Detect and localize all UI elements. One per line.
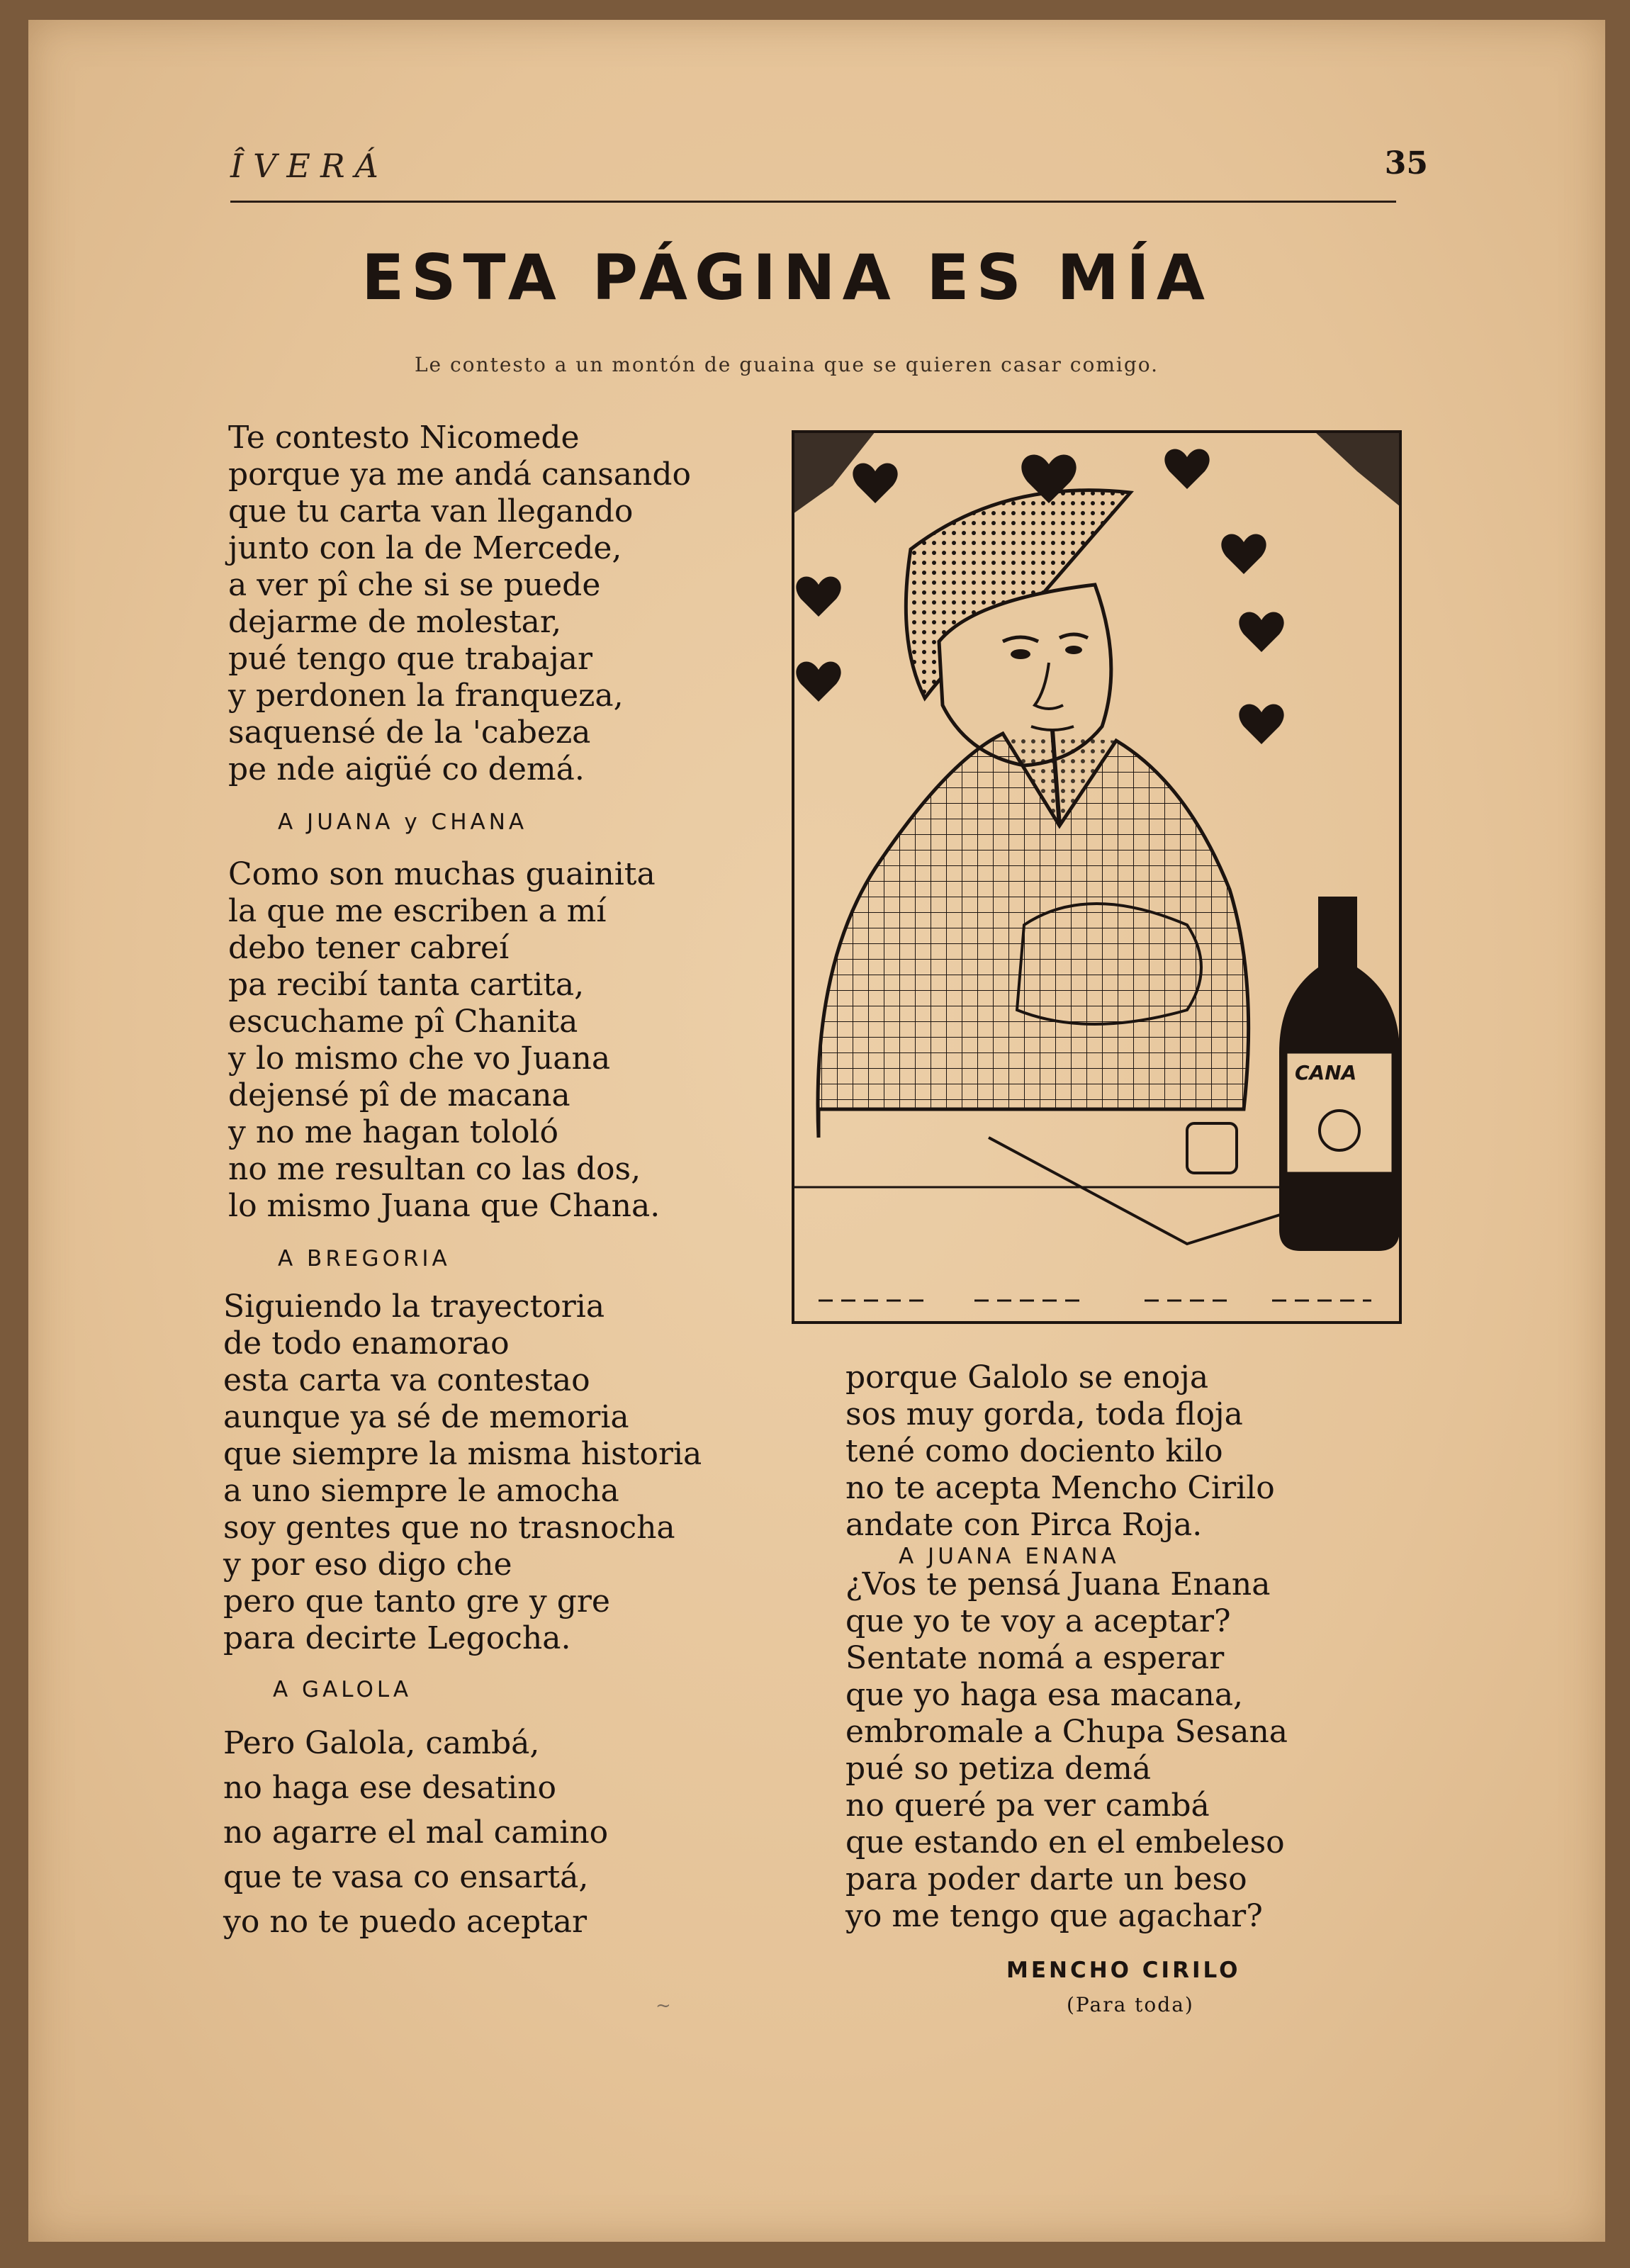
section-heading-juana-enana: A JUANA ENANA [899, 1544, 1120, 1569]
verse-juana-enana [845, 1566, 1288, 1935]
verse-line: Siguiendo la trayectoria [223, 1289, 605, 1325]
verse-line: yo no te puedo aceptar [223, 1904, 588, 1940]
verse-line: pué so petiza demá [845, 1751, 1152, 1787]
verse-line: junto con la de Mercede, [228, 530, 622, 566]
verse-line: que tu carta van llegando [228, 493, 634, 529]
section-heading-juana-chana: A JUANA y CHANA [278, 809, 528, 835]
signature-note: (Para toda) [1067, 1993, 1194, 2016]
bottle-label-text: CANA [1295, 1061, 1357, 1084]
verse-intro [228, 420, 691, 788]
header-rule [230, 201, 1396, 203]
verse-galola-part2 [845, 1359, 1275, 1544]
verse-line: y no me hagan tololó [228, 1114, 558, 1150]
verse-line: yo me tengo que agachar? [845, 1898, 1263, 1934]
verse-line: Sentate nomá a esperar [845, 1640, 1225, 1676]
corner-shade [1315, 432, 1400, 507]
verse-line: no haga ese desatino [223, 1770, 557, 1806]
verse-line: que yo te voy a aceptar? [845, 1603, 1231, 1639]
verse-line: a uno siempre le amocha [223, 1473, 619, 1509]
ink-smudge: ~ [656, 1995, 671, 2016]
verse-line: porque ya me andá cansando [228, 456, 692, 493]
verse-line: y lo mismo che vo Juana [228, 1040, 611, 1077]
verse-line: para decirte Legocha. [223, 1620, 571, 1656]
verse-line: porque Galolo se enoja [845, 1359, 1209, 1396]
verse-line: soy gentes que no trasnocha [223, 1510, 675, 1546]
verse-line: la que me escriben a mí [228, 893, 607, 929]
verse-line: pa recibí tanta cartita, [228, 967, 585, 1003]
verse-line: y perdonen la franqueza, [228, 678, 624, 714]
verse-line: Pero Galola, cambá, [223, 1725, 540, 1761]
section-heading-bregoria: A BREGORIA [278, 1246, 451, 1271]
verse-line: dejensé pî de macana [228, 1077, 570, 1113]
verse-line: que yo haga esa macana, [845, 1677, 1244, 1713]
verse-bregoria [223, 1289, 702, 1657]
verse-juana-chana [228, 856, 660, 1225]
verse-line: saquensé de la 'cabeza [228, 714, 591, 751]
verse-line: que te vasa co ensartá, [223, 1859, 589, 1895]
verse-line: de todo enamorao [223, 1325, 510, 1362]
verse-line: andate con Pirca Roja. [845, 1507, 1203, 1543]
verse-line: escuchame pî Chanita [228, 1004, 578, 1040]
section-heading-galola: A GALOLA [273, 1677, 412, 1702]
author-signature: MENCHO CIRILO [1006, 1958, 1241, 1983]
verse-line: tené como dociento kilo [845, 1433, 1223, 1469]
verse-line: embromale a Chupa Sesana [845, 1714, 1288, 1750]
verse-line: no me resultan co las dos, [228, 1151, 641, 1187]
verse-line: debo tener cabreí [228, 930, 510, 966]
verse-line: pe nde aigüé co demá. [228, 751, 585, 787]
verse-line: que estando en el embeleso [845, 1824, 1285, 1860]
verse-line: Como son muchas guainita [228, 856, 656, 892]
glass [1187, 1123, 1237, 1173]
verse-line: dejarme de molestar, [228, 604, 562, 640]
page-title: ESTA PÁGINA ES MÍA [361, 241, 1212, 314]
verse-line: que siempre la misma historia [223, 1436, 702, 1472]
verse-galola-part1 [223, 1721, 608, 1944]
verse-line: para poder darte un beso [845, 1861, 1247, 1897]
verse-line: no te acepta Mencho Cirilo [845, 1470, 1275, 1506]
verse-line: sos muy gorda, toda floja [845, 1396, 1243, 1432]
verse-line: lo mismo Juana que Chana. [228, 1188, 661, 1224]
verse-line: no queré pa ver cambá [845, 1787, 1210, 1824]
running-title: ÎVERÁ [230, 147, 388, 185]
page-header [202, 131, 1428, 209]
verse-line: aunque ya sé de memoria [223, 1399, 629, 1435]
verse-line: a ver pî che si se puede [228, 567, 601, 603]
verse-line: Te contesto Nicomede [228, 420, 580, 456]
verse-line: no agarre el mal camino [223, 1814, 609, 1851]
verse-line: y por eso digo che [223, 1546, 512, 1583]
verse-line: ¿Vos te pensá Juana Enana [845, 1566, 1271, 1602]
verse-line: pué tengo que trabajar [228, 641, 593, 677]
subtitle: Le contesto a un montón de guaina que se quieren casar comigo. [414, 353, 1159, 376]
gaucho-illustration [790, 429, 1403, 1325]
verse-line: pero que tanto gre y gre [223, 1583, 610, 1619]
verse-line: esta carta va contestao [223, 1362, 590, 1398]
page-number: 35 [1384, 145, 1428, 181]
